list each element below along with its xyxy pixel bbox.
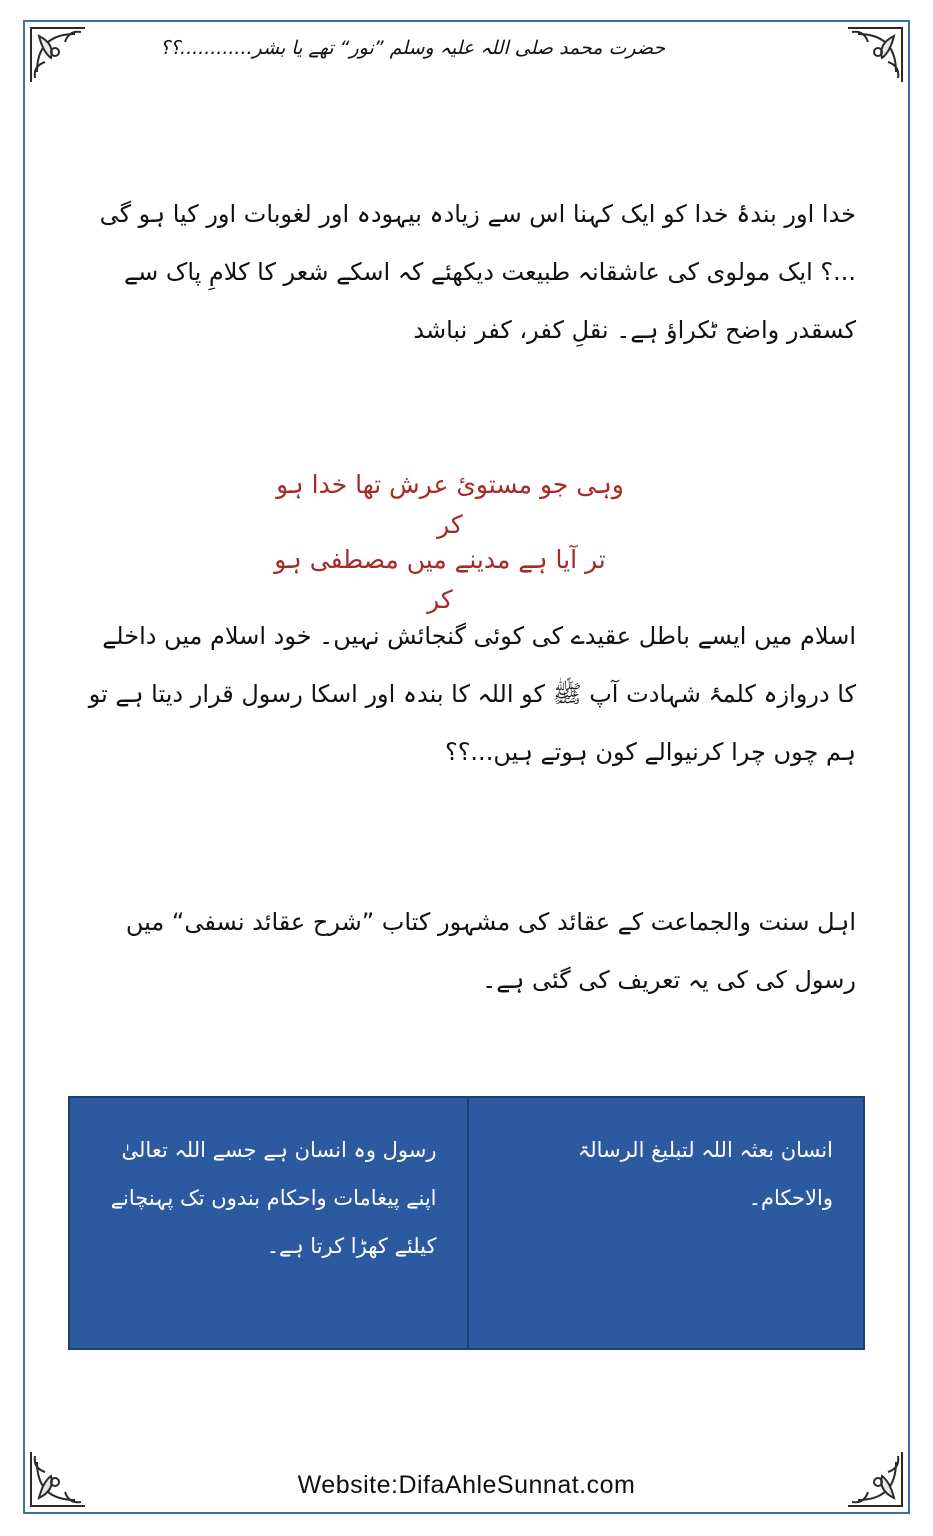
- definition-arabic-cell: انسان بعثہ اللہ لتبلیغ الرسالۃ والاحکام۔: [467, 1098, 864, 1348]
- verse-line-2: تر آیا ہے مدینے میں مصطفی ہو کر: [274, 545, 606, 614]
- paragraph-intro: خدا اور بندۂ خدا کو ایک کہنا اس سے زیادہ بیہودہ اور لغوبات اور کیا ہو گی ...؟ ایک مولوی کی عاشقانہ طبیعت دیکھئے کہ اسکے شعر کا کلامِ پاک سے کسقدر واضح ٹکراؤ ہے۔ نقلِ کفر، کفر نباشد: [99, 200, 856, 344]
- paragraph-reference: اہل سنت والجماعت کے عقائد کی مشہور کتاب ”شرح عقائد نسفی“ میں رسول کی کی یہ تعریف کی گئی ہے۔: [125, 908, 856, 994]
- definition-table: [68, 1096, 865, 1350]
- page-title: حضرت محمد صلی اللہ علیہ وسلم ”نور“ تھے یا بشر............؟؟: [159, 37, 666, 59]
- paragraph-refutation: اسلام میں ایسے باطل عقیدے کی کوئی گنجائش نہیں۔ خود اسلام میں داخلے کا دروازہ کلمۂ شہادت آپ ﷺ کو اللہ کا بندہ اور اسکا رسول قرار دیتا ہے تو ہم چوں چرا کرنیوالے کون ہوتے ہیں...؟؟: [88, 622, 856, 766]
- website-footer: Website:DifaAhleSunnat.com: [297, 1471, 636, 1499]
- corner-ornament-icon: [842, 22, 908, 88]
- definition-urdu-cell: رسول وہ انسان ہے جسے اللہ تعالیٰ اپنے پیغامات واحکام بندوں تک پہنچانے کیلئے کھڑا کرتا ہے۔: [110, 1138, 437, 1258]
- corner-ornament-icon: [842, 1446, 908, 1512]
- corner-ornament-icon: [25, 1446, 91, 1512]
- verse-line-1: وہی جو مستوئ عرش تھا خدا ہو کر: [276, 470, 624, 539]
- corner-ornament-icon: [25, 22, 91, 88]
